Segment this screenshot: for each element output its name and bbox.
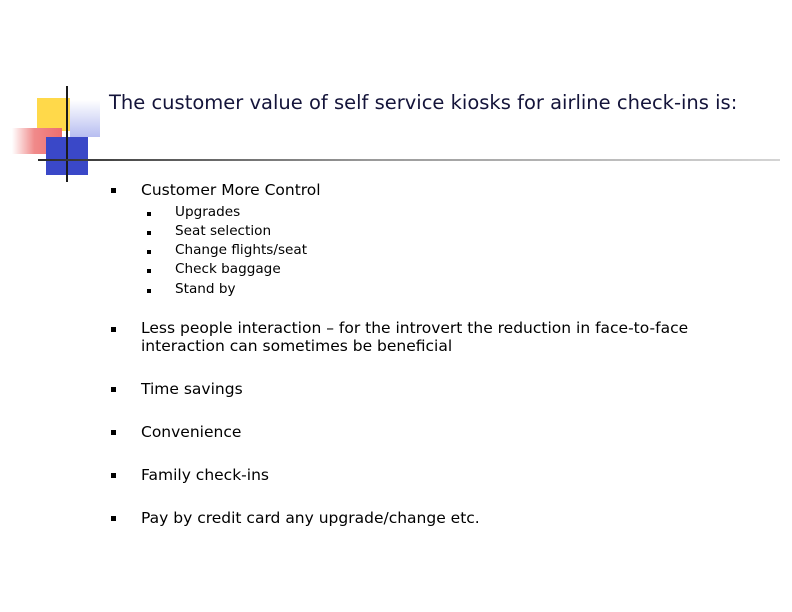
bullet-less-people-interaction: Less people interaction – for the introvert the reduction in face-to-face interaction can sometimes be beneficial: [141, 319, 689, 355]
sub-bullet-marker: [147, 269, 151, 273]
sub-item-stand-by: Stand by: [175, 281, 236, 297]
sub-bullet-marker: [147, 212, 151, 216]
decor-vertical-rule: [66, 86, 68, 182]
slide-title: The customer value of self service kiosks for airline check-ins is:: [109, 91, 738, 114]
sub-item-upgrades: Upgrades: [175, 204, 241, 220]
bullet-marker: [111, 327, 116, 332]
sub-item-seat-selection: Seat selection: [175, 223, 272, 239]
sub-bullet-marker: [147, 289, 151, 293]
sub-item-change-flights: Change flights/seat: [175, 242, 308, 258]
bullet-customer-more-control: Customer More Control: [141, 181, 321, 199]
bullet-marker: [111, 188, 116, 193]
bullet-marker: [111, 387, 116, 392]
bullet-convenience: Convenience: [141, 423, 242, 441]
bullet-pay-by-credit-card: Pay by credit card any upgrade/change etc.: [141, 509, 480, 527]
sub-bullet-marker: [147, 250, 151, 254]
bullet-marker: [111, 516, 116, 521]
bullet-marker: [111, 430, 116, 435]
bullet-marker: [111, 473, 116, 478]
decor-blue-fade-square: [70, 100, 100, 137]
bullet-time-savings: Time savings: [141, 380, 243, 398]
sub-item-check-baggage: Check baggage: [175, 261, 281, 277]
title-underline-rule: [38, 159, 780, 161]
sub-bullet-marker: [147, 231, 151, 235]
bullet-family-check-ins: Family check-ins: [141, 466, 269, 484]
